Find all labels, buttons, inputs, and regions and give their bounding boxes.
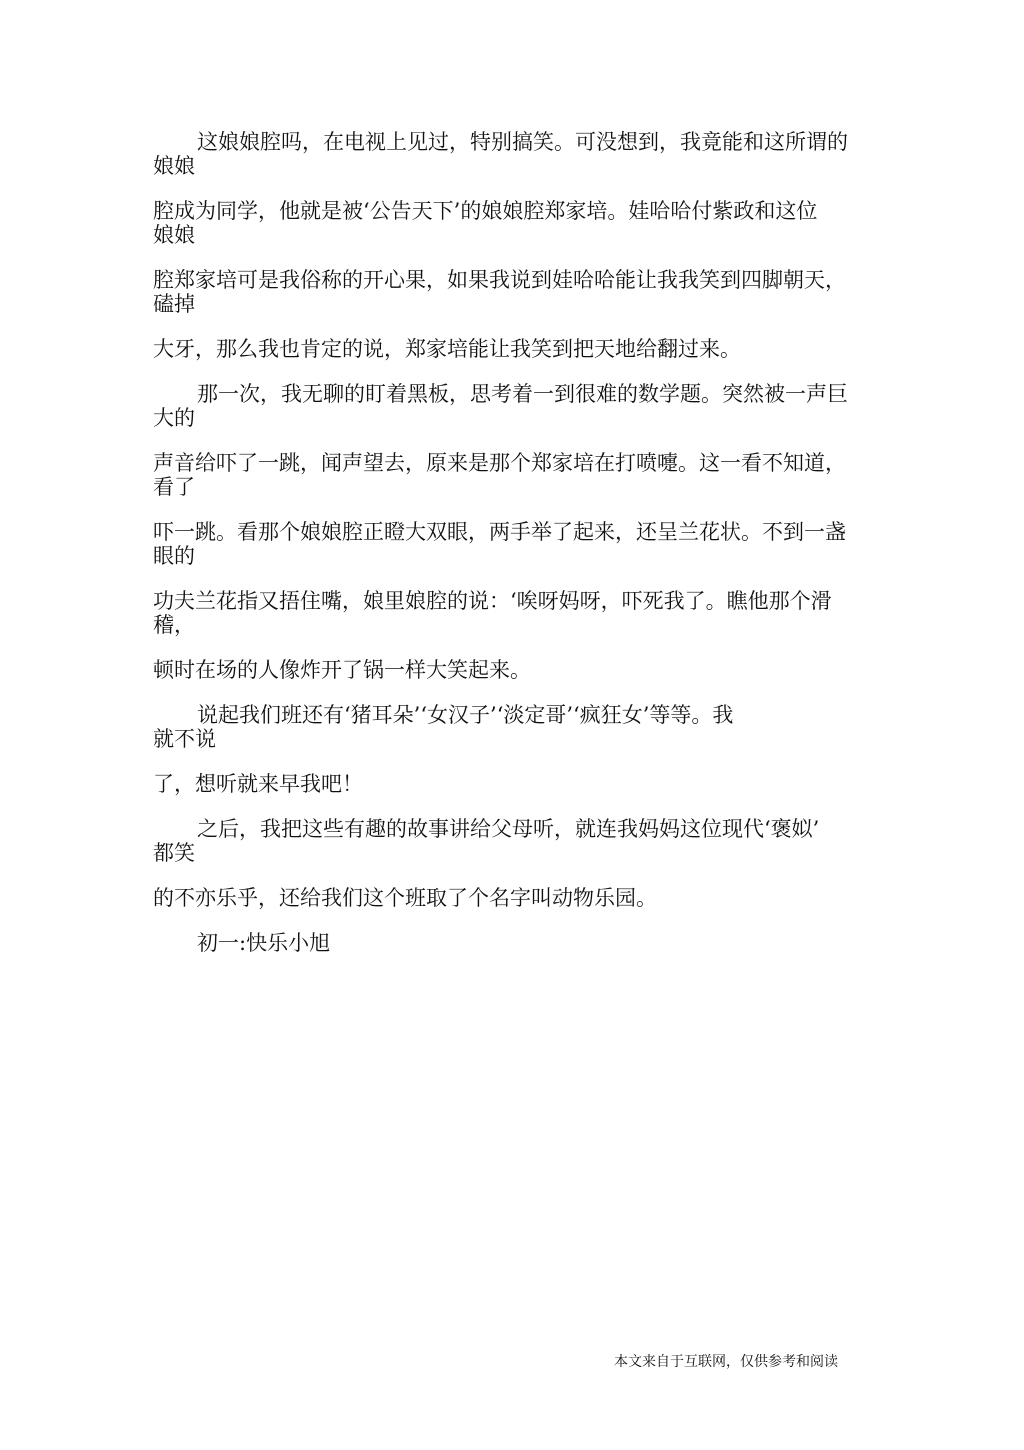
text-line-tail: 都笑 bbox=[153, 841, 195, 865]
text-line-main: 了，想听就来早我吧！ bbox=[153, 772, 363, 796]
text-line-main: 顿时在场的人像炸开了锅一样大笑起来。 bbox=[153, 658, 531, 682]
text-line-tail: 磕掉 bbox=[153, 292, 195, 316]
text-line-main: 吓一跳。看那个娘娘腔正瞪大双眼，两手举了起来，还呈兰花状。不到一盏 bbox=[153, 520, 846, 544]
text-line-tail: 大的 bbox=[153, 406, 195, 430]
text-line-5 bbox=[153, 382, 873, 430]
text-line-main: 声音给吓了一跳，闻声望去，原来是那个郑家培在打喷嚏。这一看不知道， bbox=[153, 451, 846, 475]
text-line-9 bbox=[153, 658, 873, 682]
text-line-6 bbox=[153, 451, 873, 499]
text-line-tail: 稽， bbox=[153, 613, 195, 637]
text-line-2 bbox=[153, 199, 873, 247]
text-line-tail: 看了 bbox=[153, 475, 195, 499]
text-line-main: 说起我们班还有‘猪耳朵’‘女汉子’‘淡定哥’‘疯狂女’等等。我 bbox=[197, 703, 734, 727]
text-line-tail: 娘娘 bbox=[153, 154, 195, 178]
text-line-main: 这娘娘腔吗，在电视上见过，特别搞笑。可没想到，我竟能和这所谓的 bbox=[197, 130, 848, 154]
text-line-13 bbox=[153, 886, 873, 910]
footer-disclaimer: 本文来自于互联网，仅供参考和阅读 bbox=[614, 1354, 838, 1370]
document-body bbox=[153, 130, 873, 976]
text-line-main: 的不亦乐乎，还给我们这个班取了个名字叫动物乐园。 bbox=[153, 886, 657, 910]
text-line-main: 大牙，那么我也肯定的说，郑家培能让我笑到把天地给翻过来。 bbox=[153, 337, 741, 361]
text-line-11 bbox=[153, 772, 873, 796]
text-line-7 bbox=[153, 520, 873, 568]
text-line-14 bbox=[153, 931, 873, 955]
text-line-main: 那一次，我无聊的盯着黑板，思考着一到很难的数学题。突然被一声巨 bbox=[197, 382, 848, 406]
text-line-tail: 就不说 bbox=[153, 727, 216, 751]
text-line-main: 腔郑家培可是我俗称的开心果，如果我说到娃哈哈能让我我笑到四脚朝天， bbox=[153, 268, 846, 292]
text-line-8 bbox=[153, 589, 873, 637]
signature-line: 初一:快乐小旭 bbox=[197, 931, 331, 955]
text-line-main: 之后，我把这些有趣的故事讲给父母听，就连我妈妈这位现代‘褒姒’ bbox=[197, 817, 820, 841]
text-line-main: 腔成为同学，他就是被‘公告天下’的娘娘腔郑家培。娃哈哈付紫政和这位 bbox=[153, 199, 818, 223]
text-line-10 bbox=[153, 703, 873, 751]
text-line-3 bbox=[153, 268, 873, 316]
text-line-tail: 眼的 bbox=[153, 544, 195, 568]
text-line-main: 功夫兰花指又捂住嘴，娘里娘腔的说：‘唉呀妈呀，吓死我了。瞧他那个滑 bbox=[153, 589, 832, 613]
text-line-tail: 娘娘 bbox=[153, 223, 195, 247]
text-line-12 bbox=[153, 817, 873, 865]
text-line-4 bbox=[153, 337, 873, 361]
text-line-1 bbox=[153, 130, 873, 178]
